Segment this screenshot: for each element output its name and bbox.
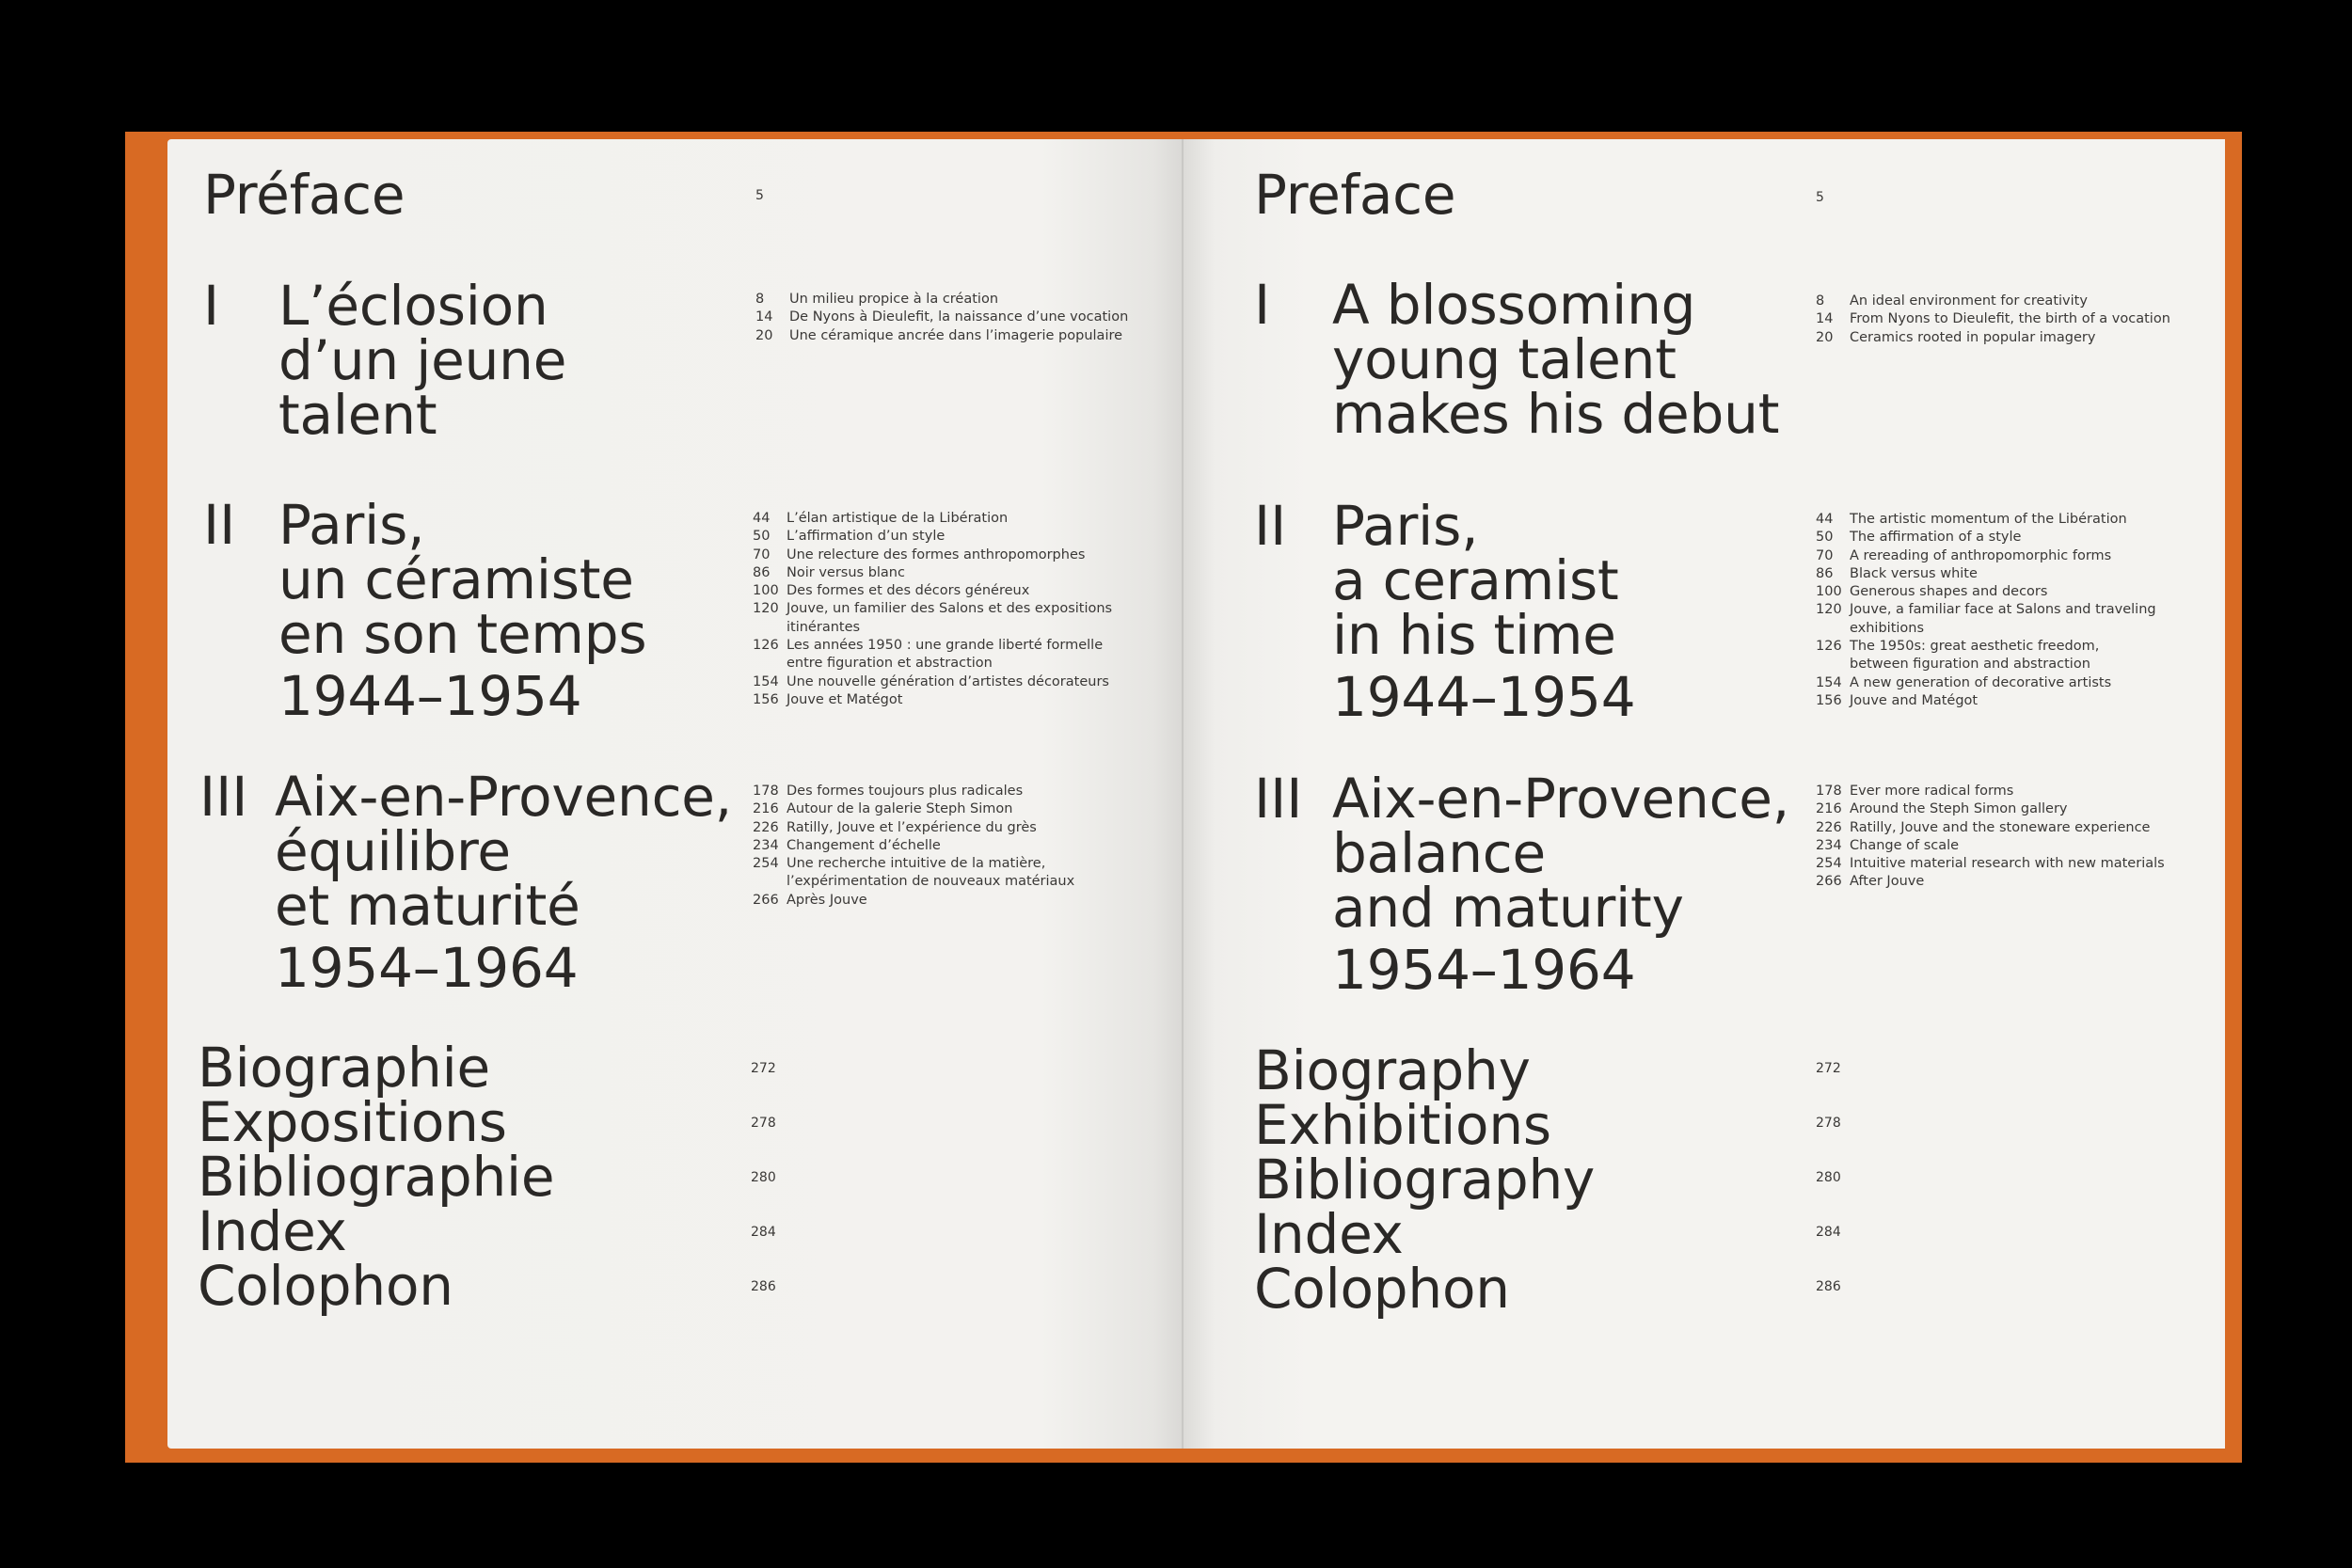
toc-entry-text: Intuitive material research with new materials — [1850, 856, 2165, 872]
toc-entry-page: 126 — [753, 638, 779, 654]
chapter-2-entries — [1816, 511, 2156, 710]
appendix-index[interactable]: Index — [1254, 1202, 1404, 1266]
chapter-title-line: in his time — [1332, 603, 1616, 667]
toc-entry-text: Une céramique ancrée dans l’imagerie populaire — [789, 327, 1123, 343]
toc-entry[interactable] — [1816, 529, 2156, 546]
toc-entry-text: Ratilly, Jouve and the stoneware experience — [1850, 819, 2151, 835]
toc-entry-text: Jouve, un familier des Salons et des expositions — [787, 601, 1113, 617]
toc-entry-text: A rereading of anthropomorphic forms — [1850, 547, 2112, 563]
toc-entry[interactable] — [1816, 855, 2165, 873]
toc-entry-continuation: between figuration and abstraction — [1850, 657, 2090, 673]
chapter-title-line: 1954–1964 — [1332, 938, 1636, 1002]
toc-entry-page: 8 — [755, 292, 765, 307]
preface-page-number: 5 — [1816, 190, 1824, 205]
toc-entry[interactable] — [1816, 837, 2165, 855]
toc-entry-page: 50 — [1816, 530, 1834, 546]
toc-entry-text: Des formes et des décors généreux — [787, 583, 1030, 599]
chapter-2-numeral: II — [203, 493, 236, 557]
toc-entry-page: 254 — [1816, 856, 1842, 872]
toc-entry[interactable] — [755, 291, 1128, 309]
chapter-title-line: balance — [1332, 821, 1546, 885]
chapter-title-line: 1944–1954 — [1332, 665, 1636, 729]
chapter-title-line: L’éclosion — [278, 274, 548, 338]
preface-title: Preface — [1254, 163, 1456, 227]
toc-entry-text: Jouve, a familiar face at Salons and traveling — [1850, 602, 2156, 618]
chapter-title-line: talent — [278, 383, 437, 447]
toc-entry-page: 14 — [755, 309, 773, 325]
toc-entry-text: Un milieu propice à la création — [789, 292, 999, 307]
toc-entry-page: 156 — [1816, 692, 1842, 708]
toc-entry-text: Generous shapes and decors — [1850, 584, 2048, 600]
chapter-title-line: A blossoming — [1332, 273, 1696, 337]
toc-entry-page: 44 — [753, 511, 771, 526]
toc-entry[interactable] — [1816, 692, 2156, 710]
toc-entry-text: Une recherche intuitive de la matière, — [787, 856, 1046, 872]
toc-entry-text: Autour de la galerie Steph Simon — [787, 801, 1013, 817]
toc-entry-page: 154 — [1816, 674, 1842, 690]
appendix-index[interactable]: Index — [198, 1199, 347, 1263]
chapter-3-title — [1332, 767, 1790, 1002]
toc-entry-page: 120 — [753, 601, 779, 617]
left-page — [167, 139, 1184, 1449]
chapter-3-numeral: III — [199, 765, 248, 829]
toc-entry[interactable] — [1816, 601, 2156, 619]
toc-entry[interactable] — [1816, 638, 2156, 656]
toc-entry-text: Après Jouve — [787, 892, 867, 908]
appendix-page-number: 284 — [751, 1225, 776, 1240]
toc-entry[interactable] — [1816, 329, 2170, 347]
toc-entry-page: 44 — [1816, 512, 1834, 527]
toc-entry[interactable] — [753, 546, 1112, 564]
toc-entry-page: 86 — [753, 564, 771, 580]
chapter-title-line: 1954–1964 — [275, 936, 579, 1000]
toc-entry[interactable] — [753, 800, 1074, 818]
chapter-1-title — [278, 274, 567, 447]
chapter-1-numeral: I — [1254, 273, 1271, 337]
toc-entry[interactable] — [753, 673, 1112, 691]
toc-entry-text: Ceramics rooted in popular imagery — [1850, 329, 2096, 345]
toc-entry-page: 50 — [753, 529, 771, 545]
toc-entry-text: De Nyons à Dieulefit, la naissance d’une vocation — [789, 309, 1129, 325]
appendix-expositions[interactable]: Expositions — [198, 1090, 507, 1154]
toc-entry[interactable] — [753, 819, 1074, 837]
chapter-2-entries — [753, 510, 1112, 709]
toc-entry[interactable] — [1816, 783, 2165, 800]
toc-entry-text: Une relecture des formes anthropomorphes — [787, 546, 1086, 562]
chapter-title-line: et maturité — [275, 874, 580, 938]
toc-entry-text: Des formes toujours plus radicales — [787, 784, 1024, 799]
toc-entry[interactable] — [1816, 674, 2156, 692]
preface-page-number: 5 — [755, 188, 764, 203]
chapter-2-title — [278, 493, 647, 728]
toc-entry[interactable] — [753, 582, 1112, 600]
toc-entry-text: After Jouve — [1850, 874, 1925, 890]
toc-entry-text: Black versus white — [1850, 565, 1978, 581]
chapter-3-numeral: III — [1254, 767, 1303, 831]
toc-entry-text: Changement d’échelle — [787, 837, 941, 853]
toc-entry-text: Noir versus blanc — [787, 564, 905, 580]
chapter-title-line: Paris, — [278, 493, 425, 557]
chapter-2-title — [1332, 494, 1636, 729]
toc-entry[interactable] — [753, 564, 1112, 582]
appendix-biographie[interactable]: Biographie — [198, 1036, 490, 1100]
toc-entry-continuation: entre figuration et abstraction — [787, 656, 993, 672]
toc-entry-text: An ideal environment for creativity — [1850, 293, 2088, 309]
toc-entry-text: The affirmation of a style — [1850, 530, 2022, 546]
appendix-biography[interactable]: Biography — [1254, 1038, 1531, 1102]
toc-entry-page: 234 — [753, 837, 779, 853]
chapter-title-line: a ceramist — [1332, 548, 1619, 612]
appendix-page-number: 284 — [1816, 1225, 1841, 1240]
chapter-3-title — [275, 765, 733, 1000]
toc-entry[interactable] — [755, 327, 1128, 345]
appendix-page-number: 272 — [751, 1061, 776, 1076]
right-page — [1184, 139, 2225, 1449]
toc-entry[interactable] — [1816, 310, 2170, 328]
appendix-page-number: 286 — [1816, 1279, 1841, 1294]
toc-entry[interactable] — [753, 510, 1112, 528]
chapter-1-numeral: I — [203, 274, 220, 338]
toc-entry[interactable] — [753, 637, 1112, 655]
chapter-title-line: Aix-en-Provence, — [1332, 767, 1790, 831]
toc-entry-page: 178 — [753, 784, 779, 799]
chapter-title-line: Aix-en-Provence, — [275, 765, 733, 829]
chapter-title-line: makes his debut — [1332, 382, 1780, 446]
toc-entry[interactable] — [1816, 583, 2156, 601]
toc-entry-text: The 1950s: great aesthetic freedom, — [1850, 639, 2100, 655]
toc-entry-text: Les années 1950 : une grande liberté formelle — [787, 638, 1104, 654]
toc-entry-page: 254 — [753, 856, 779, 872]
chapter-title-line: équilibre — [275, 819, 511, 883]
chapter-1-entries — [755, 291, 1128, 345]
toc-entry[interactable] — [1816, 819, 2165, 837]
toc-entry-page: 216 — [1816, 801, 1842, 817]
toc-entry[interactable] — [1816, 800, 2165, 818]
toc-entry-page: 234 — [1816, 837, 1842, 853]
toc-entry[interactable] — [753, 837, 1074, 855]
chapter-3-entries — [753, 783, 1074, 910]
toc-entry-page: 70 — [1816, 547, 1834, 563]
toc-entry-page: 156 — [753, 691, 779, 707]
toc-entry-page: 226 — [753, 819, 779, 835]
chapter-3-entries — [1816, 783, 2165, 892]
toc-entry-text: L’élan artistique de la Libération — [787, 511, 1009, 526]
toc-entry-page: 14 — [1816, 311, 1834, 327]
toc-entry[interactable] — [753, 892, 1074, 910]
toc-entry-page: 86 — [1816, 565, 1834, 581]
toc-entry-text: Une nouvelle génération d’artistes décorateurs — [787, 673, 1109, 689]
appendix-bibliography[interactable]: Bibliography — [1254, 1148, 1596, 1212]
toc-entry[interactable] — [1816, 293, 2170, 310]
appendix-page-number: 280 — [1816, 1170, 1841, 1185]
appendix-page-number: 280 — [751, 1170, 776, 1185]
toc-entry-page: 226 — [1816, 819, 1842, 835]
appendix-colophon[interactable]: Colophon — [198, 1254, 453, 1318]
toc-entry-text: From Nyons to Dieulefit, the birth of a vocation — [1850, 311, 2170, 327]
toc-entry-page: 120 — [1816, 602, 1842, 618]
appendix-page-number: 286 — [751, 1279, 776, 1294]
toc-entry-text: Ever more radical forms — [1850, 784, 2014, 799]
toc-entry-text: The artistic momentum of the Libération — [1850, 512, 2127, 527]
toc-entry-continuation: itinérantes — [787, 619, 861, 635]
toc-entry-text: Ratilly, Jouve et l’expérience du grès — [787, 819, 1037, 835]
appendix-exhibitions[interactable]: Exhibitions — [1254, 1093, 1551, 1157]
toc-entry[interactable] — [755, 309, 1128, 326]
toc-entry[interactable] — [753, 783, 1074, 800]
toc-entry-text: Jouve and Matégot — [1850, 692, 1979, 708]
appendix-colophon[interactable]: Colophon — [1254, 1257, 1510, 1321]
toc-entry-page: 216 — [753, 801, 779, 817]
toc-entry-page: 100 — [1816, 584, 1842, 600]
toc-entry[interactable] — [1816, 511, 2156, 529]
appendix-page-number: 278 — [751, 1116, 776, 1131]
toc-entry-page: 20 — [1816, 329, 1834, 345]
toc-entry-page: 70 — [753, 546, 771, 562]
toc-entry-page: 126 — [1816, 639, 1842, 655]
toc-entry[interactable] — [1816, 565, 2156, 583]
toc-entry-text: A new generation of decorative artists — [1850, 674, 2112, 690]
chapter-title-line: d’un jeune — [278, 328, 567, 392]
toc-entry-page: 100 — [753, 583, 779, 599]
chapter-2-numeral: II — [1254, 494, 1287, 558]
toc-entry-continuation: exhibitions — [1850, 620, 1925, 636]
toc-entry-page: 154 — [753, 673, 779, 689]
toc-entry[interactable] — [753, 691, 1112, 709]
toc-entry-text: Jouve et Matégot — [787, 691, 903, 707]
toc-entry-text: L’affirmation d’un style — [787, 529, 946, 545]
chapter-title-line: Paris, — [1332, 494, 1479, 558]
toc-entry-continuation: l’expérimentation de nouveaux matériaux — [787, 874, 1075, 890]
chapter-title-line: young talent — [1332, 327, 1677, 391]
toc-entry-page: 178 — [1816, 784, 1842, 799]
toc-entry[interactable] — [753, 855, 1074, 873]
chapter-title-line: un céramiste — [278, 547, 634, 611]
toc-entry-page: 8 — [1816, 293, 1825, 309]
preface-title: Préface — [203, 163, 405, 227]
toc-entry[interactable] — [1816, 873, 2165, 891]
chapter-title-line: 1944–1954 — [278, 664, 582, 728]
toc-entry[interactable] — [753, 528, 1112, 546]
toc-entry-text: Change of scale — [1850, 837, 1960, 853]
toc-entry-page: 266 — [753, 892, 779, 908]
chapter-1-entries — [1816, 293, 2170, 347]
toc-entry[interactable] — [1816, 547, 2156, 565]
appendix-page-number: 278 — [1816, 1116, 1841, 1131]
toc-entry-page: 266 — [1816, 874, 1842, 890]
toc-entry-page: 20 — [755, 327, 773, 343]
toc-entry-text: Around the Steph Simon gallery — [1850, 801, 2068, 817]
appendix-bibliographie[interactable]: Bibliographie — [198, 1145, 555, 1209]
chapter-title-line: en son temps — [278, 602, 647, 666]
toc-entry[interactable] — [753, 600, 1112, 618]
chapter-1-title — [1332, 273, 1780, 446]
appendix-page-number: 272 — [1816, 1061, 1841, 1076]
chapter-title-line: and maturity — [1332, 876, 1684, 940]
